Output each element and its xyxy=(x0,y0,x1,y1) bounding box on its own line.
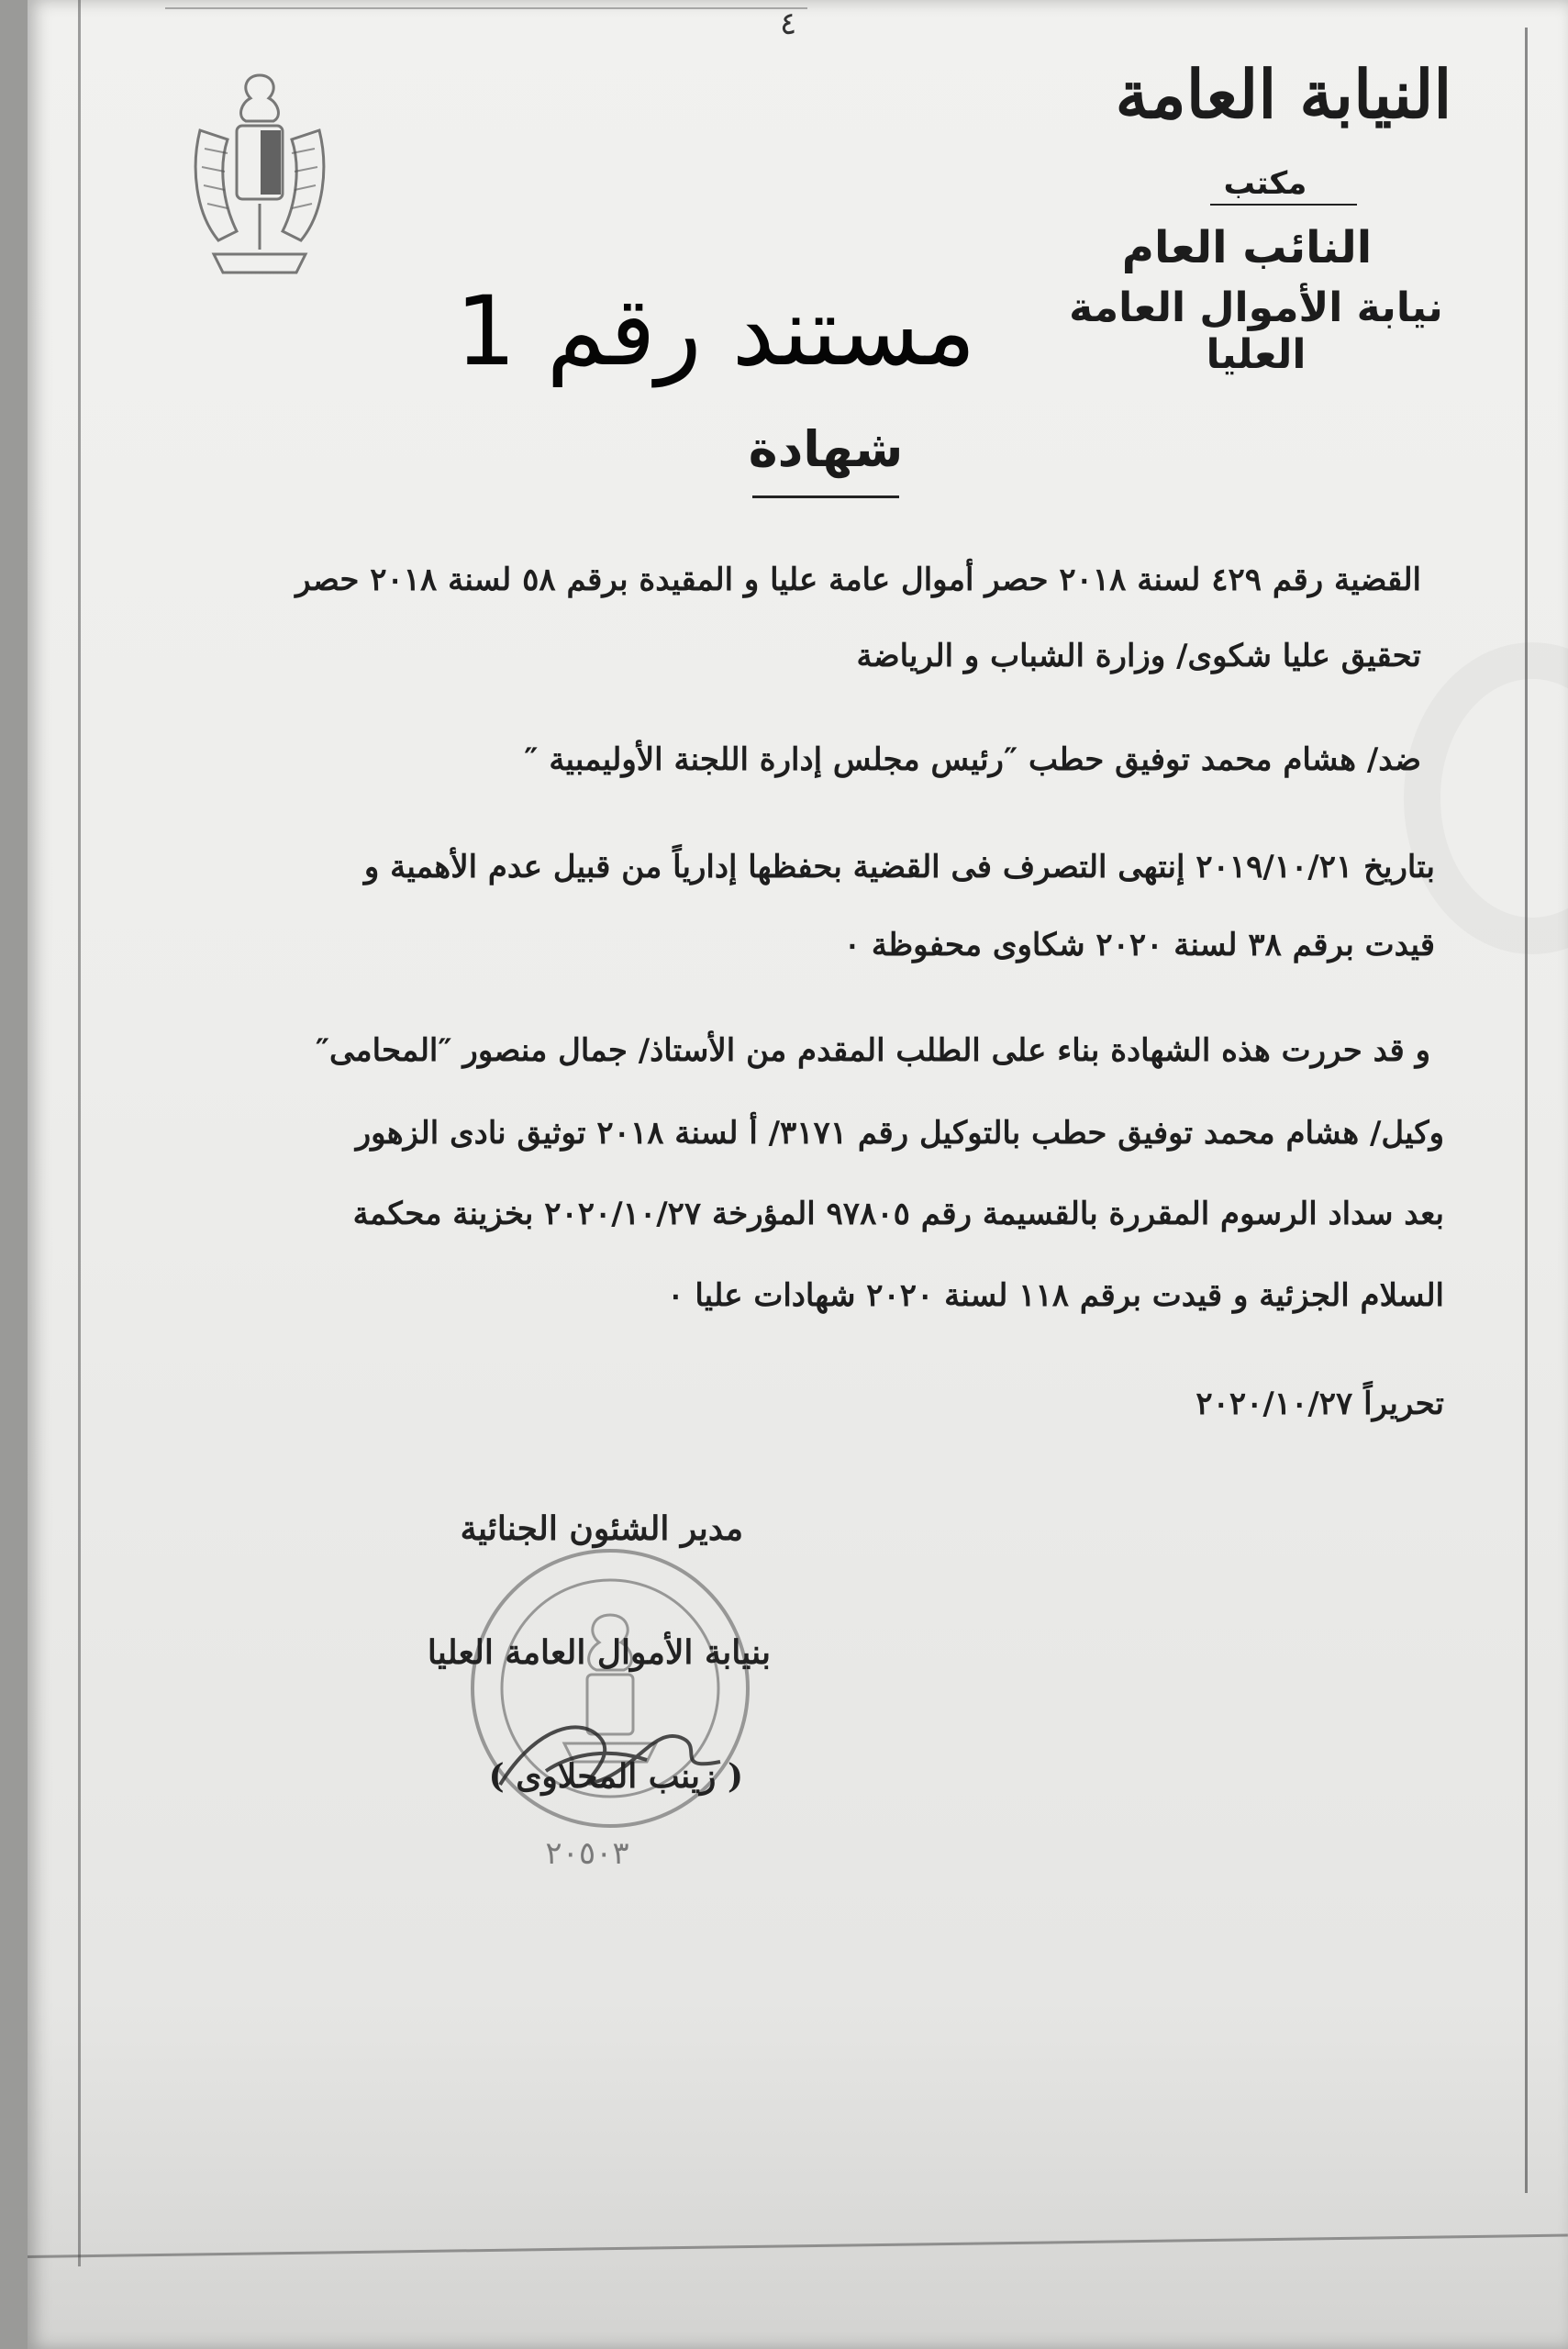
title-underline xyxy=(752,495,899,498)
page-border-bottom xyxy=(28,2234,1568,2258)
stamp-serial: ٢٠٥٠٣ xyxy=(545,1835,629,1872)
office-label: مكتب xyxy=(1223,165,1307,202)
body-line: بتاريخ ٢٠١٩/١٠/٢١ إنتهى التصرف فى القضية بحفظها إدارياً من قبيل عدم الأهمية و xyxy=(363,849,1435,885)
department-title: نيابة الأموال العامة العليا xyxy=(1069,284,1443,378)
authority-logo-text: النيابة العامة xyxy=(1115,55,1452,133)
page-border-right xyxy=(1525,28,1528,2193)
background-watermark xyxy=(1404,642,1568,954)
page-border-top xyxy=(165,7,807,9)
issue-date-line: تحريراً ٢٠٢٠/١٠/٢٧ xyxy=(1195,1386,1444,1422)
body-line: قيدت برقم ٣٨ لسنة ٢٠٢٠ شكاوى محفوظة ٠ xyxy=(843,927,1435,963)
page-border-left xyxy=(78,0,81,2266)
body-line: تحقيق عليا شكوى/ وزارة الشباب و الرياضة xyxy=(856,638,1421,674)
body-line: بعد سداد الرسوم المقررة بالقسيمة رقم ٩٧٨٠٥ المؤرخة ٢٠٢٠/١٠/٢٧ بخزينة محكمة xyxy=(352,1196,1444,1232)
eagle-emblem-icon xyxy=(182,66,338,286)
signatory-position: مدير الشئون الجنائية xyxy=(460,1509,743,1548)
body-line: و قد حررت هذه الشهادة بناء على الطلب المقدم من الأستاذ/ جمال منصور ″المحامى″ xyxy=(315,1032,1430,1069)
letterhead xyxy=(1018,37,1495,378)
body-line: السلام الجزئية و قيدت برقم ١١٨ لسنة ٢٠٢٠ شهادات عليا ٠ xyxy=(667,1277,1444,1314)
signatory-name: ( زينب المحلاوى ) xyxy=(488,1757,743,1796)
document-label: مستند رقم 1 xyxy=(455,275,976,387)
body-line: القضية رقم ٤٢٩ لسنة ٢٠١٨ حصر أموال عامة عليا و المقيدة برقم ٥٨ لسنة ٢٠١٨ حصر xyxy=(295,562,1421,598)
office-underline xyxy=(1210,204,1357,206)
signatory-department: بنيابة الأموال العامة العليا xyxy=(427,1633,771,1672)
document-paper xyxy=(28,0,1568,2349)
prosecutor-title: النائب العام xyxy=(1121,222,1373,273)
page-number: ٤ xyxy=(780,6,797,42)
certificate-title: شهادة xyxy=(748,420,904,478)
body-line: وكيل/ هشام محمد توفيق حطب بالتوكيل رقم ٣١٧١/ أ لسنة ٢٠١٨ توثيق نادى الزهور xyxy=(355,1115,1444,1152)
body-line: ضد/ هشام محمد توفيق حطب ″رئيس مجلس إدارة اللجنة الأوليمبية ″ xyxy=(524,741,1421,778)
